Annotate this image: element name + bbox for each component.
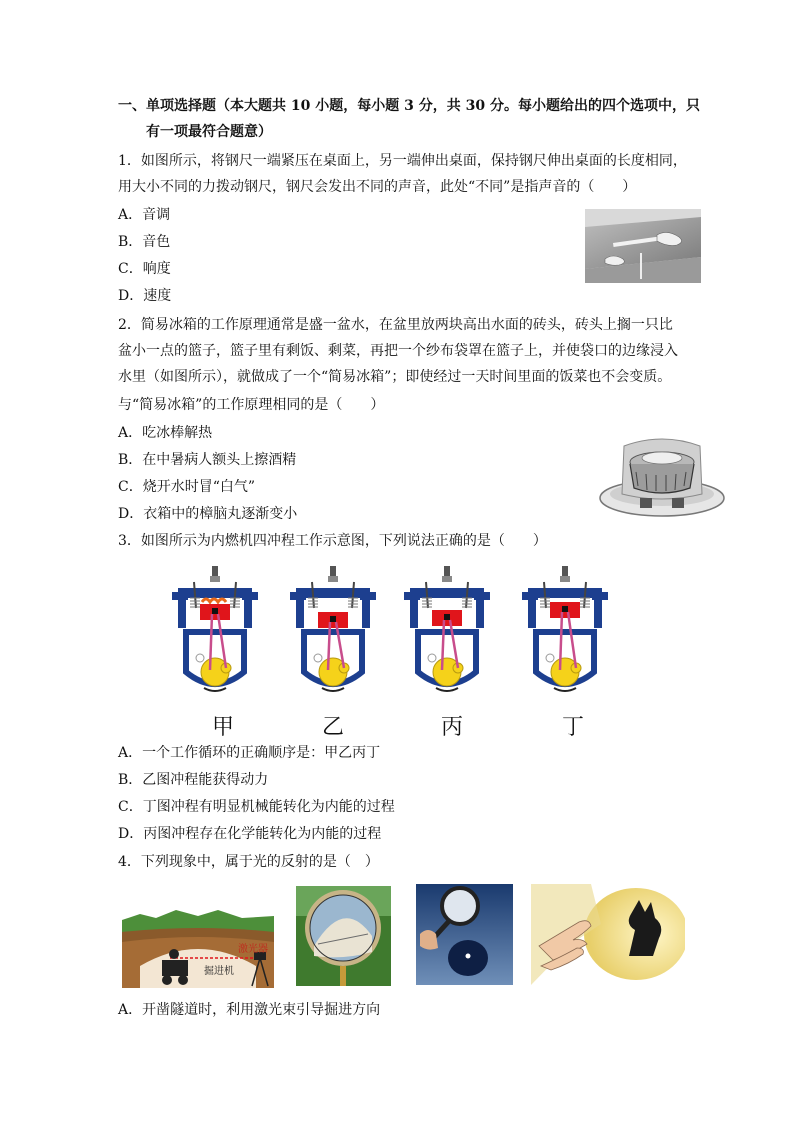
- engine-bing: [404, 566, 490, 691]
- q4-option-a: A．开凿隧道时，利用激光束引导掘进方向: [118, 1002, 381, 1018]
- q1-option-b: B．音色: [118, 234, 171, 250]
- q1-option-c: C．响度: [118, 261, 171, 277]
- label-tunneler: 掘进机: [204, 966, 234, 977]
- q2-stem-line-1: 2．简易冰箱的工作原理通常是盛一盆水，在盆里放两块高出水面的砖头，砖头上搁一只比: [118, 317, 673, 333]
- q3-option-c: C．丁图冲程有明显机械能转化为内能的过程: [118, 799, 395, 815]
- q4-hand-shadow-image: [531, 884, 685, 985]
- q2-stem-line-3: 水里（如图所示），就做成了一个“简易冰箱”；即使经过一天时间里面的饭菜也不会变质。: [118, 369, 672, 385]
- engine-ding: [522, 566, 608, 691]
- engine-label-jia: 甲: [212, 715, 235, 740]
- engine-label-yi: 乙: [322, 715, 345, 740]
- q3-option-b: B．乙图冲程能获得动力: [118, 772, 269, 788]
- engine-yi: [290, 566, 376, 691]
- label-laser: 激光器: [238, 944, 268, 955]
- engine-jia: [172, 566, 258, 691]
- q2-option-c: C．烧开水时冒“白气”: [118, 479, 256, 495]
- q4-road-mirror-image: [296, 886, 391, 986]
- q3-engine-figure: [170, 562, 620, 707]
- engine-label-bing: 丙: [441, 715, 464, 740]
- q3-option-a: A．一个工作循环的正确顺序是：甲乙丙丁: [118, 745, 381, 761]
- q4-magnifier-image: [416, 884, 513, 985]
- q2-option-a: A．吃冰棒解热: [118, 425, 213, 441]
- q1-option-d: D．速度: [118, 288, 172, 304]
- engine-label-ding: 丁: [562, 715, 585, 740]
- q1-stem-line-2: 用大小不同的力拨动钢尺，钢尺会发出不同的声音，此处“不同”是指声音的（ ）: [118, 179, 637, 195]
- q2-fridge-figure: [596, 428, 726, 528]
- q4-stem: 4．下列现象中，属于光的反射的是（ ）: [118, 854, 379, 870]
- q2-option-b: B．在中暑病人额头上擦酒精: [118, 452, 297, 468]
- q1-option-a: A．音调: [118, 207, 171, 223]
- q3-option-d: D．丙图冲程存在化学能转化为内能的过程: [118, 826, 382, 842]
- q2-stem-line-2: 盆小一点的篮子，篮子里有剩饭、剩菜，再把一个纱布袋罩在篮子上，并使袋口的边缘浸入: [118, 343, 678, 359]
- q1-stem-line-1: 1．如图所示，将钢尺一端紧压在桌面上，另一端伸出桌面，保持钢尺伸出桌面的长度相同，: [118, 153, 687, 169]
- section-title-cont: 有一项最符合题意）: [146, 124, 272, 140]
- q4-tunnel-laser-image: [122, 902, 274, 988]
- q3-stem: 3．如图所示为内燃机四冲程工作示意图，下列说法正确的是（ ）: [118, 533, 547, 549]
- q1-ruler-figure: [585, 209, 701, 283]
- q2-option-d: D．衣箱中的樟脑丸逐渐变小: [118, 506, 298, 522]
- q2-stem-line-4: 与“简易冰箱”的工作原理相同的是（ ）: [118, 397, 385, 413]
- section-title: 一、单项选择题（本大题共 10 小题，每小题 3 分，共 30 分。每小题给出的四个选项中，只: [118, 98, 700, 114]
